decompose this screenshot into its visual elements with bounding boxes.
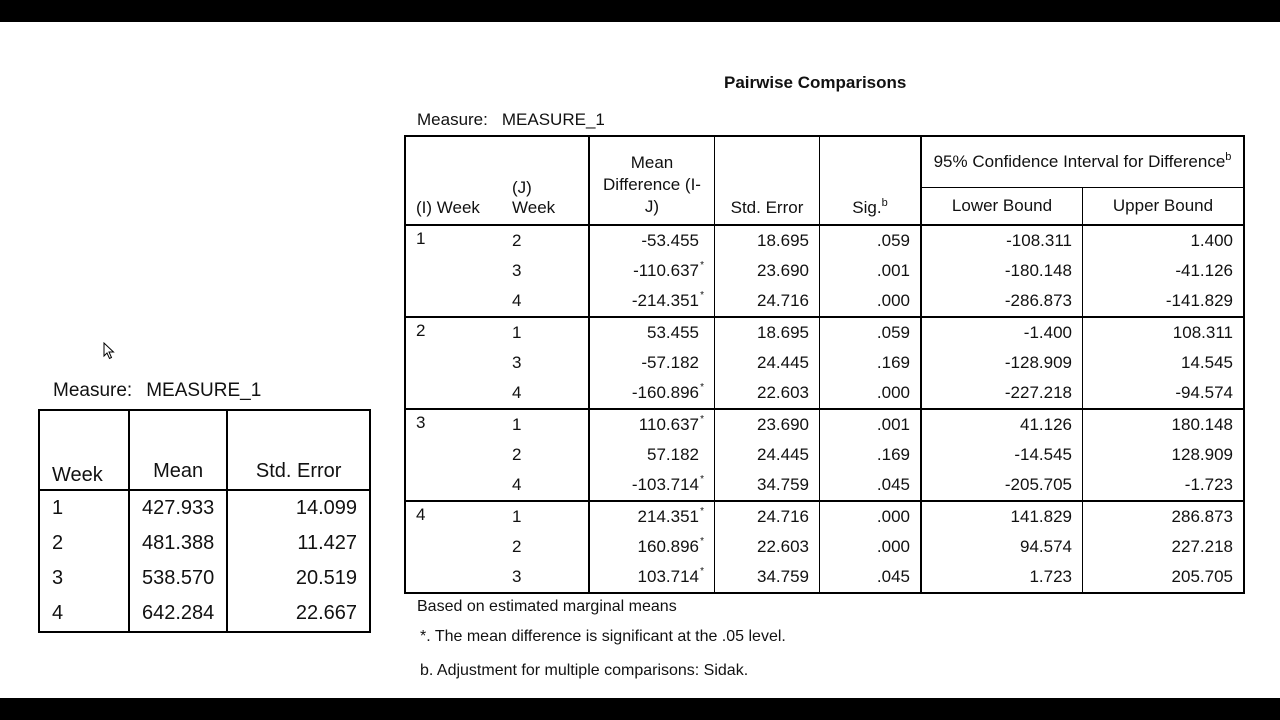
table-row	[405, 532, 1244, 562]
cell-week: 3	[52, 567, 64, 589]
cell-lower-bound: -14.545	[921, 440, 1083, 470]
table-row	[405, 470, 1244, 501]
cell-sig: .001	[820, 256, 922, 286]
table-row	[405, 286, 1244, 317]
cell-lower-bound: -1.400	[921, 317, 1083, 348]
cell-upper-bound: 286.873	[1083, 501, 1245, 532]
col-header-std-error: Std. Error	[227, 410, 370, 490]
cell-mean: 427.933	[129, 490, 227, 526]
cell-lower-bound: 41.126	[921, 409, 1083, 440]
ci-superscript: b	[1225, 151, 1232, 163]
cell-lower-bound: -205.705	[921, 470, 1083, 501]
means-header-row	[39, 410, 370, 490]
sig-superscript: b	[881, 197, 888, 209]
cell-std-error: 14.099	[227, 490, 370, 526]
footnote-marginal-means: Based on estimated marginal means	[417, 598, 677, 615]
col-header-confidence-interval	[921, 136, 1244, 188]
cell-j-week: 1	[502, 409, 589, 440]
measure-label: Measure:	[417, 110, 488, 129]
cell-j-week: 3	[512, 567, 522, 586]
cell-mean-difference: -160.896*	[589, 378, 715, 409]
mouse-pointer-icon	[103, 342, 115, 365]
cell-std-error: 18.695	[715, 225, 820, 256]
mean-difference-value: 110.637	[638, 415, 699, 434]
mean-difference-value: 160.896	[637, 537, 699, 556]
cell-sig: .000	[820, 501, 922, 532]
cell-mean-difference: -214.351*	[589, 286, 715, 317]
cell-mean-difference: -103.714*	[589, 470, 715, 501]
mean-difference-value: -103.714	[631, 475, 699, 494]
cell-j-week: 2	[512, 231, 522, 250]
cell-sig: .000	[820, 286, 922, 317]
cell-lower-bound: 94.574	[921, 532, 1083, 562]
table-row	[405, 256, 1244, 286]
ci-label: 95% Confidence Interval for Difference	[933, 152, 1226, 171]
table-row	[405, 378, 1244, 409]
cell-j-week: 4	[512, 475, 522, 494]
mean-difference-value: 53.455	[647, 323, 699, 342]
col-header-std-error: Std. Error	[715, 136, 820, 225]
cell-lower-bound: -180.148	[921, 256, 1083, 286]
mean-difference-value: -110.637	[633, 261, 699, 280]
cell-i-week: 3	[405, 409, 502, 501]
pairwise-title: Pairwise Comparisons	[724, 73, 907, 92]
cell-j-week: 4	[512, 383, 522, 402]
table-row	[39, 596, 370, 632]
cell-mean-difference	[589, 440, 715, 470]
cell-std-error: 24.445	[715, 348, 820, 378]
col-header-j-week: (J) Week	[512, 178, 556, 217]
col-header-mean: Mean	[129, 410, 227, 490]
cell-lower-bound: 1.723	[921, 562, 1083, 593]
table-row	[405, 440, 1244, 470]
cell-i-week: 4	[405, 501, 502, 593]
cell-sig: .169	[820, 348, 922, 378]
pairwise-header-row	[405, 136, 1244, 188]
footnote-significance: *. The mean difference is significant at the .05 level.	[420, 628, 786, 645]
pairwise-body	[405, 225, 1244, 593]
table-row	[405, 409, 1244, 440]
cell-upper-bound: 108.311	[1083, 317, 1245, 348]
mean-difference-value: -160.896	[631, 383, 699, 402]
cell-j-week: 1	[502, 501, 589, 532]
table-row	[405, 348, 1244, 378]
cell-sig: .000	[820, 532, 922, 562]
cell-std-error: 22.667	[227, 596, 370, 632]
cell-j-week: 3	[512, 353, 522, 372]
cell-std-error: 18.695	[715, 317, 820, 348]
sig-label: Sig.	[852, 198, 882, 217]
cell-mean-difference: 214.351*	[589, 501, 715, 532]
col-header-sig	[820, 136, 922, 225]
cell-std-error: 23.690	[715, 256, 820, 286]
cell-sig: .045	[820, 562, 922, 593]
cell-j-week: 2	[512, 445, 522, 464]
cell-std-error: 11.427	[227, 526, 370, 561]
table-row	[39, 526, 370, 561]
col-header-i-week: (I) Week	[416, 198, 480, 217]
table-row	[405, 317, 1244, 348]
cell-sig: .059	[820, 317, 922, 348]
col-header-lower-bound: Lower Bound	[921, 188, 1083, 226]
mean-difference-value: -214.351	[631, 291, 699, 310]
col-header-mean-difference: Mean Difference (I-J)	[589, 136, 715, 225]
estimated-means-table	[38, 409, 371, 633]
cell-i-week: 2	[405, 317, 502, 409]
cell-std-error: 24.716	[715, 501, 820, 532]
measure-value: MEASURE_1	[146, 380, 262, 401]
table-row	[405, 225, 1244, 256]
cell-mean: 538.570	[129, 561, 227, 596]
col-header-upper-bound: Upper Bound	[1083, 188, 1245, 226]
cell-std-error: 34.759	[715, 562, 820, 593]
table-row	[405, 562, 1244, 593]
cell-upper-bound: 14.545	[1083, 348, 1245, 378]
cell-sig: .045	[820, 470, 922, 501]
cell-upper-bound: -41.126	[1083, 256, 1245, 286]
cell-week: 2	[52, 532, 64, 554]
col-header-week: Week	[52, 464, 103, 486]
cell-week: 4	[52, 602, 64, 624]
cell-j-week: 2	[512, 537, 522, 556]
cell-upper-bound: 180.148	[1083, 409, 1245, 440]
cell-upper-bound: 128.909	[1083, 440, 1245, 470]
cell-week: 1	[52, 497, 64, 519]
cell-std-error: 24.716	[715, 286, 820, 317]
cell-lower-bound: -286.873	[921, 286, 1083, 317]
cell-upper-bound: -141.829	[1083, 286, 1245, 317]
pairwise-measure	[417, 110, 605, 130]
cell-std-error: 34.759	[715, 470, 820, 501]
cell-upper-bound: 1.400	[1083, 225, 1245, 256]
measure-value: MEASURE_1	[501, 110, 605, 129]
cell-mean-difference	[589, 317, 715, 348]
cell-sig: .001	[820, 409, 922, 440]
cell-upper-bound: -1.723	[1083, 470, 1245, 501]
table-row	[39, 490, 370, 526]
cell-mean-difference: 160.896*	[589, 532, 715, 562]
cell-mean-difference	[589, 348, 715, 378]
cell-mean: 642.284	[129, 596, 227, 632]
cell-std-error: 24.445	[715, 440, 820, 470]
cell-i-week: 1	[416, 229, 426, 248]
measure-label: Measure:	[53, 380, 133, 401]
mean-difference-value: 214.351	[637, 507, 699, 526]
mean-difference-value: 103.714	[637, 567, 699, 586]
cell-sig: .059	[820, 225, 922, 256]
cell-upper-bound: 227.218	[1083, 532, 1245, 562]
pairwise-comparisons-table	[404, 135, 1245, 594]
cell-lower-bound: 141.829	[921, 501, 1083, 532]
means-measure	[53, 380, 261, 402]
mean-difference-value: -57.182	[641, 353, 699, 372]
cell-std-error: 22.603	[715, 532, 820, 562]
cell-upper-bound: -94.574	[1083, 378, 1245, 409]
cell-mean: 481.388	[129, 526, 227, 561]
means-body	[39, 490, 370, 632]
cell-j-week: 4	[512, 291, 522, 310]
cell-sig: .169	[820, 440, 922, 470]
cell-mean-difference: 110.637*	[589, 409, 715, 440]
cell-sig: .000	[820, 378, 922, 409]
cell-std-error: 22.603	[715, 378, 820, 409]
cell-lower-bound: -128.909	[921, 348, 1083, 378]
mean-difference-value: 57.182	[647, 445, 699, 464]
footnote-adjustment: b. Adjustment for multiple comparisons: Sidak.	[420, 662, 749, 679]
cell-upper-bound: 205.705	[1083, 562, 1245, 593]
cell-lower-bound: -227.218	[921, 378, 1083, 409]
cell-j-week: 1	[502, 317, 589, 348]
cell-std-error: 20.519	[227, 561, 370, 596]
cell-mean-difference	[589, 225, 715, 256]
table-row	[405, 501, 1244, 532]
table-row	[39, 561, 370, 596]
mean-difference-value: -53.455	[641, 231, 699, 250]
cell-j-week: 3	[512, 261, 522, 280]
cell-mean-difference: 103.714*	[589, 562, 715, 593]
cell-std-error: 23.690	[715, 409, 820, 440]
cell-lower-bound: -108.311	[921, 225, 1083, 256]
cell-mean-difference: -110.637*	[589, 256, 715, 286]
